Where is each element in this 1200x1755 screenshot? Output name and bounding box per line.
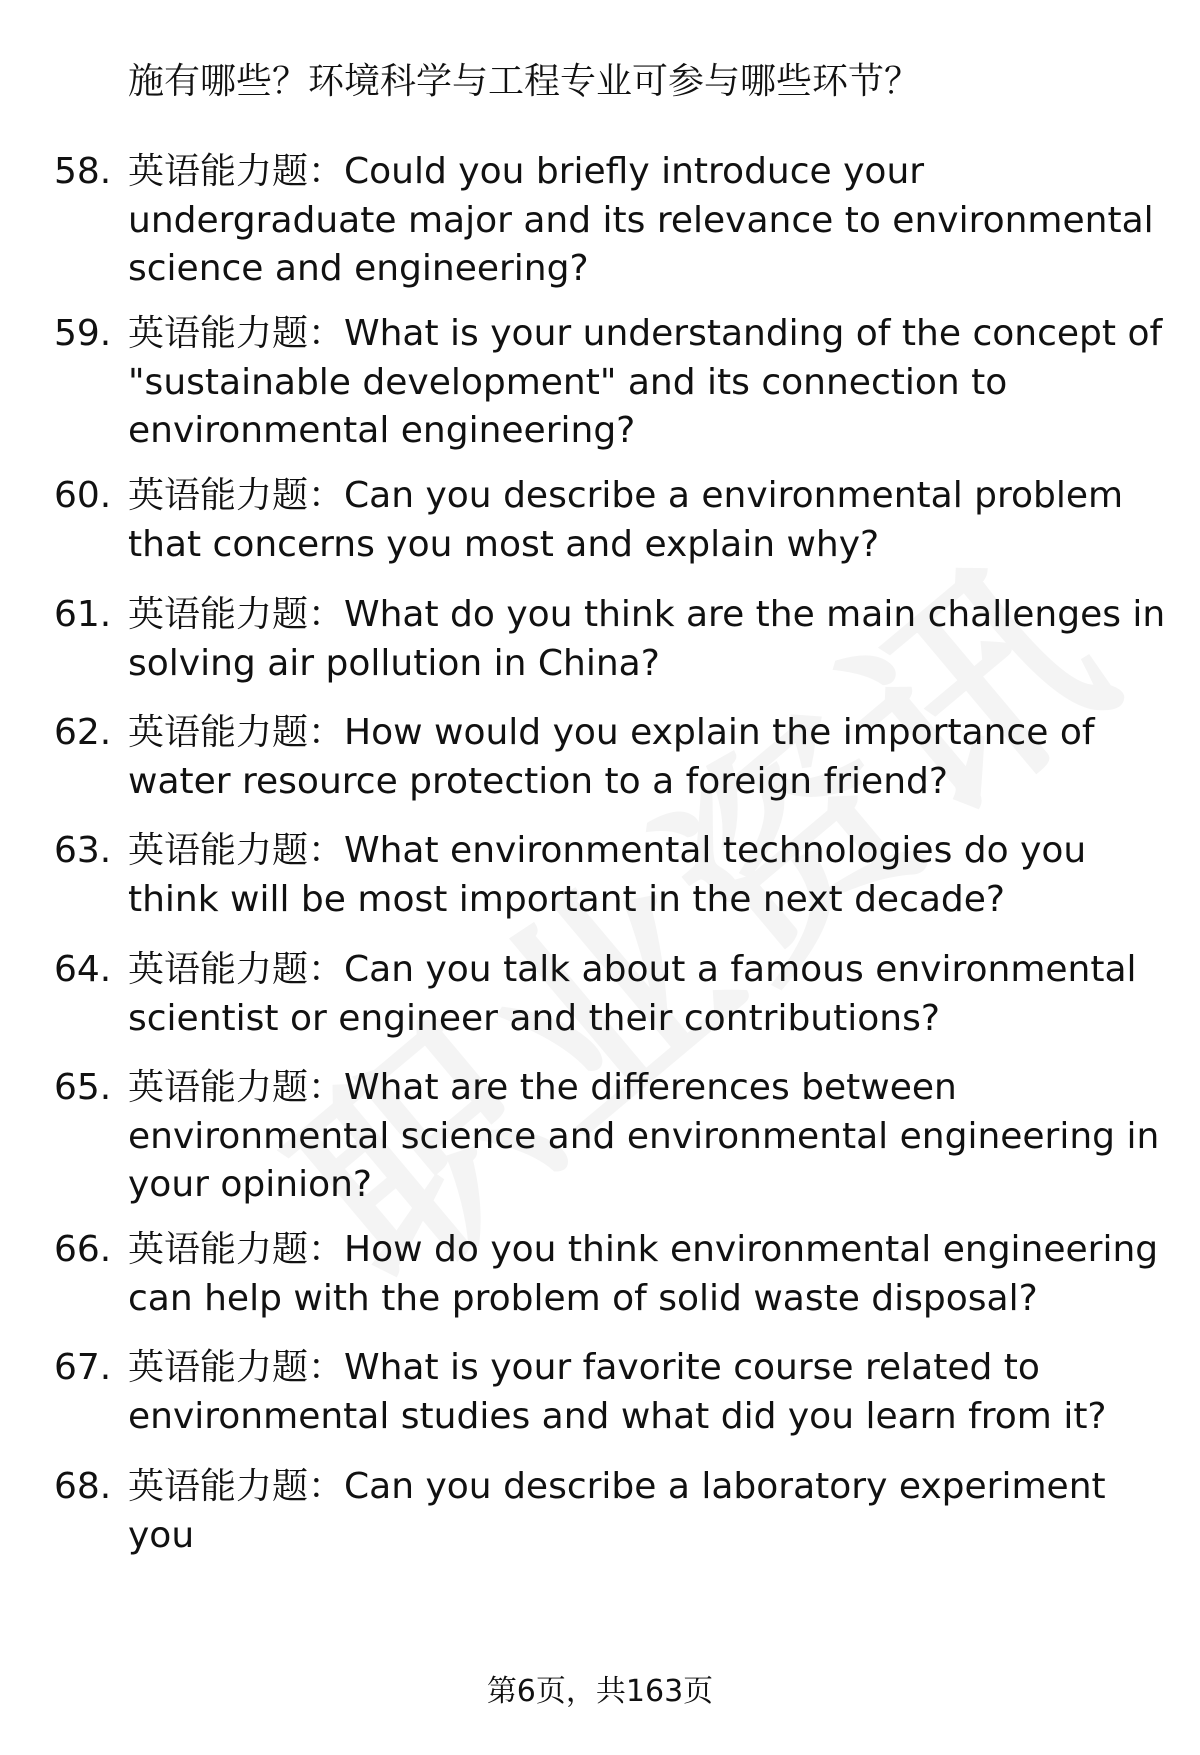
question-body [128, 709, 1168, 806]
question-number: 65. [54, 1067, 112, 1108]
question-text: How do you think environmental engineering can help with the problem of solid waste disposal? [128, 1229, 1159, 1319]
question-number: 58. [54, 151, 112, 192]
question-text: What is your favorite course related to environmental studies and what did you learn from it? [128, 1347, 1107, 1437]
question-body [128, 1463, 1168, 1560]
question-body [128, 946, 1168, 1043]
question-text: What is your understanding of the concept of "sustainable development" and its connection to environmental engineering? [128, 313, 1163, 451]
question-prefix: 英语能力题： [128, 712, 345, 753]
question-text: What do you think are the main challenges in solving air pollution in China? [128, 594, 1166, 684]
question-body [128, 827, 1168, 924]
question-body [128, 148, 1168, 294]
question-prefix: 英语能力题： [128, 1466, 345, 1507]
question-number: 60. [54, 475, 112, 516]
question-text: How would you explain the importance of water resource protection to a foreign friend? [128, 712, 1095, 802]
question-text: Can you describe a environmental problem that concerns you most and explain why? [128, 475, 1124, 565]
continuation-line: 施有哪些？环境科学与工程专业可参与哪些环节？ [128, 61, 921, 102]
question-number: 64. [54, 949, 112, 990]
question-number: 68. [54, 1466, 112, 1507]
question-body [128, 1344, 1168, 1441]
question-body [128, 310, 1168, 456]
question-body [128, 1064, 1168, 1210]
question-prefix: 英语能力题： [128, 475, 345, 516]
question-number: 63. [54, 830, 112, 871]
question-text: Could you briefly introduce your undergraduate major and its relevance to environmental science and engineering? [128, 151, 1154, 289]
question-text: What environmental technologies do you think will be most important in the next decade? [128, 830, 1087, 920]
question-prefix: 英语能力题： [128, 151, 345, 192]
question-prefix: 英语能力题： [128, 1067, 345, 1108]
question-number: 59. [54, 313, 112, 354]
page-footer: 第6页，共163页 [486, 1674, 714, 1709]
question-prefix: 英语能力题： [128, 830, 345, 871]
question-prefix: 英语能力题： [128, 1229, 345, 1270]
question-prefix: 英语能力题： [128, 313, 345, 354]
question-text: Can you describe a laboratory experiment you [128, 1466, 1106, 1556]
question-number: 61. [54, 594, 112, 635]
question-body [128, 472, 1168, 569]
question-text: What are the differences between environmental science and environmental engineering in your opinion? [128, 1067, 1160, 1205]
question-body [128, 591, 1168, 688]
question-number: 67. [54, 1347, 112, 1388]
question-text: Can you talk about a famous environmental scientist or engineer and their contributions? [128, 949, 1137, 1039]
question-prefix: 英语能力题： [128, 594, 345, 635]
question-prefix: 英语能力题： [128, 1347, 345, 1388]
question-number: 62. [54, 712, 112, 753]
question-number: 66. [54, 1229, 112, 1270]
question-prefix: 英语能力题： [128, 949, 345, 990]
question-body [128, 1226, 1168, 1323]
